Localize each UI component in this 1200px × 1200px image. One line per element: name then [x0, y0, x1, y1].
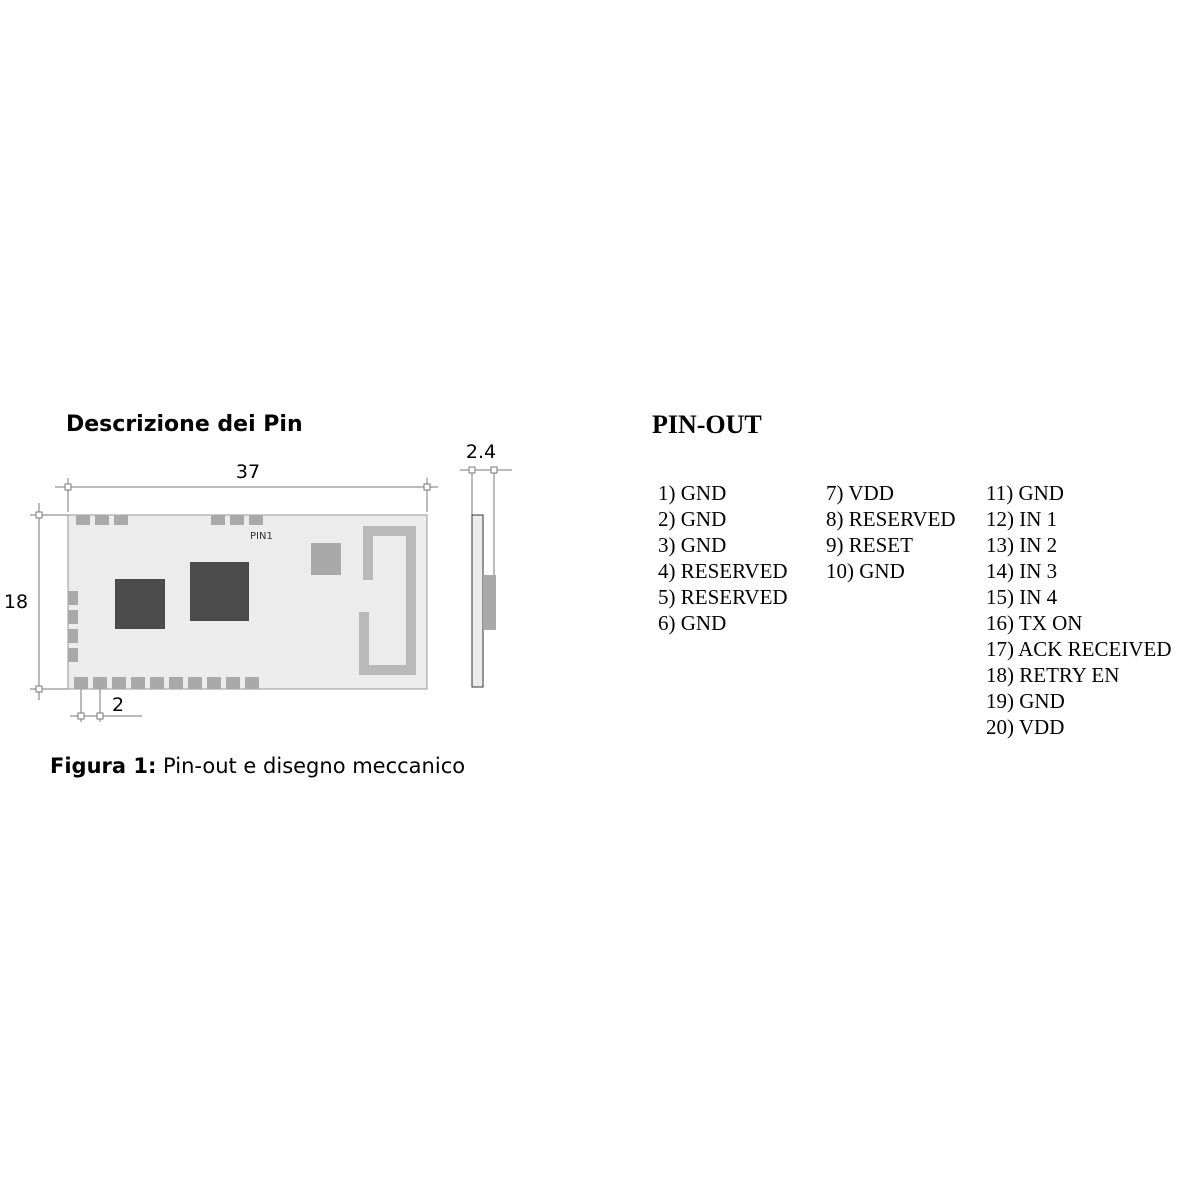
pin-entry: 11) GND: [986, 481, 1064, 505]
length-dimension: [55, 478, 438, 512]
figure-caption: [50, 754, 465, 778]
pin-entry: 14) IN 3: [986, 559, 1058, 583]
pin-entry: 12) IN 1: [986, 507, 1058, 531]
pin-entry: 8) RESERVED: [826, 507, 956, 531]
pin-entry: 15) IN 4: [986, 585, 1058, 609]
pin-entry: 16) TX ON: [986, 611, 1083, 635]
pinout-title: PIN-OUT: [652, 410, 762, 439]
section-title-pin-description: Descrizione dei Pin: [66, 412, 303, 437]
pin-entry: 9) RESET: [826, 533, 913, 557]
pin-entry: 4) RESERVED: [658, 559, 788, 583]
length-label: 37: [235, 461, 261, 483]
pin-entry: 3) GND: [658, 533, 727, 557]
pin-entry: 17) ACK RECEIVED: [986, 637, 1172, 661]
pin-list-column-1: [658, 480, 788, 636]
pin-entry: 7) VDD: [826, 481, 894, 505]
pitch-label: 2: [112, 694, 125, 716]
pin-entry: 20) VDD: [986, 715, 1065, 739]
pin-entry: 5) RESERVED: [658, 585, 788, 609]
thickness-label: 2.4: [465, 441, 497, 463]
pin-entry: 6) GND: [658, 611, 727, 635]
pin-entry: 19) GND: [986, 689, 1065, 713]
pitch-dimension: [70, 689, 142, 722]
pin-entry: 10) GND: [826, 559, 905, 583]
side-view: [460, 467, 512, 687]
pin-entry: 2) GND: [658, 507, 727, 531]
mechanical-drawing: [0, 0, 640, 740]
pin-list-column-2: [826, 480, 956, 584]
chip-left: [115, 579, 165, 629]
pin-entry: 13) IN 2: [986, 533, 1058, 557]
height-label: 18: [3, 591, 29, 613]
caption-label: Figura 1:: [50, 754, 157, 778]
pin-list-column-3: [986, 480, 1172, 740]
height-dimension: [30, 503, 68, 700]
chip-center: [190, 562, 249, 621]
pin-entry: 18) RETRY EN: [986, 663, 1120, 687]
pin1-label: PIN1: [250, 531, 273, 542]
pin-entry: 1) GND: [658, 481, 727, 505]
caption-text: Pin-out e disegno meccanico: [156, 754, 466, 778]
small-component: [311, 543, 341, 575]
